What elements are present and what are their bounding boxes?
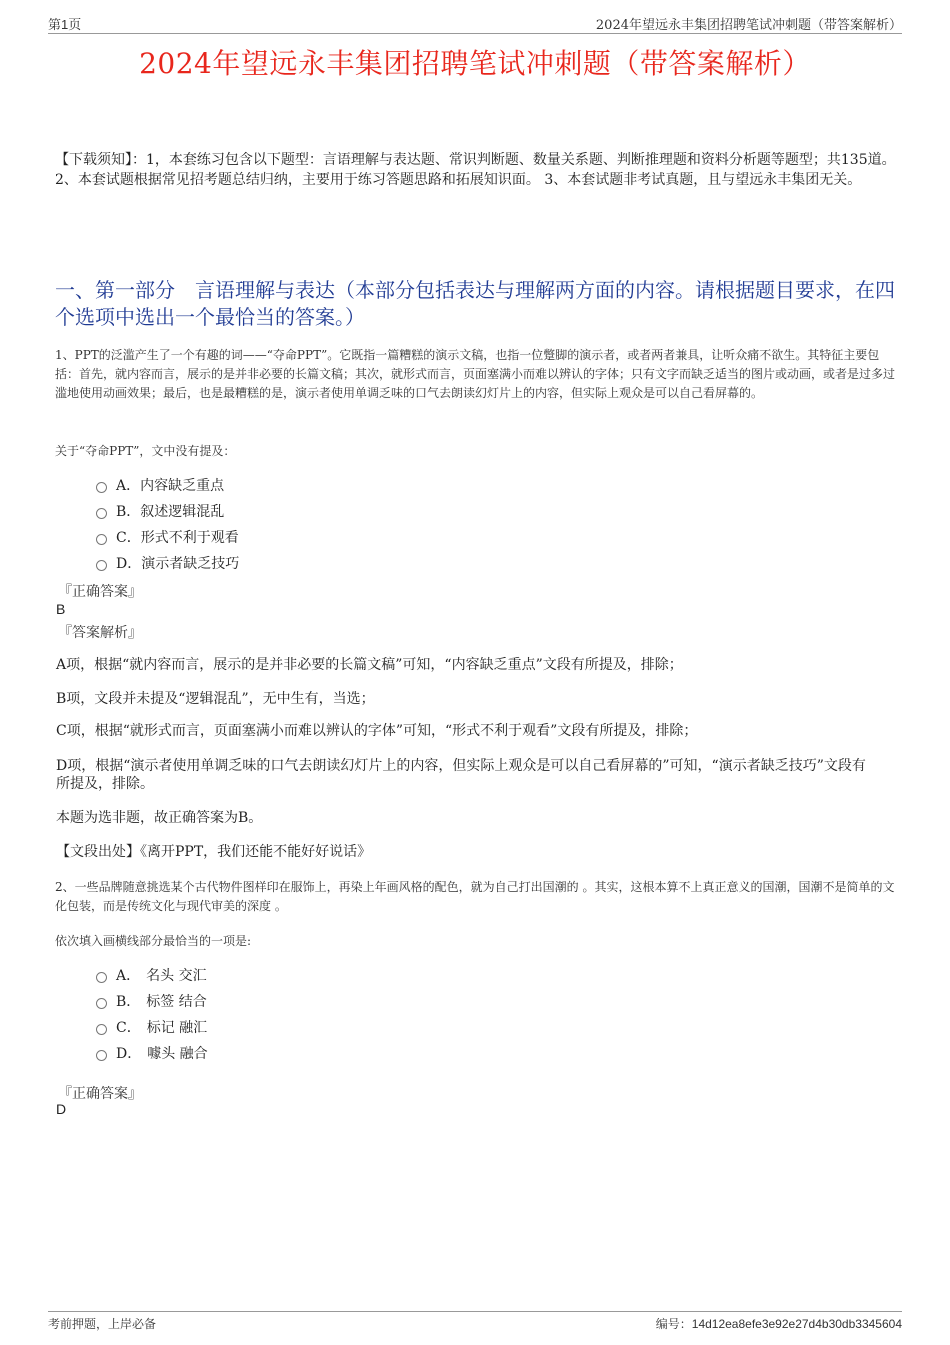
download-notice: 【下载须知】：1，本套练习包含以下题型：言语理解与表达题、常识判断题、数量关系题、判断推理题和资料分析题等题型；共135道。 2、本套试题根据常见招考题总结归纳，主要用于练习答题思路和拓展知识面。 3、本套试题非考试真题，且与望远永丰集团无关。: [55, 152, 896, 188]
header-doc-title: 2024年望远永丰集团招聘笔试冲刺题（带答案解析）: [595, 18, 902, 33]
q1-option-b[interactable]: [96, 498, 239, 524]
radio-icon[interactable]: [96, 482, 107, 493]
radio-icon[interactable]: [96, 998, 107, 1009]
q1-conclusion: 本题为选非题，故正确答案为B。: [56, 810, 263, 826]
option-text: 演示者缺乏技巧: [141, 556, 240, 572]
option-letter: D．: [116, 1046, 142, 1062]
q1-stem: 关于“夺命PPT”，文中没有提及：: [55, 444, 236, 458]
radio-icon[interactable]: [96, 972, 107, 983]
page-number: 第1页: [48, 17, 82, 32]
footer-code-value: 14d12ea8efe3e92e27d4b30db3345604: [691, 1317, 902, 1331]
option-text: 形式不利于观看: [140, 530, 239, 546]
q2-passage: 2、一些品牌随意挑选某个古代物件图样印在服饰上，再染上年画风格的配色，就为自己打出国潮的 。其实，这根本算不上真正意义的国潮，国潮不是简单的文化包装，而是传统文化与现代审美的深度 。: [55, 880, 895, 913]
q2-option-c[interactable]: [96, 1014, 208, 1040]
option-text: 内容缺乏重点: [140, 478, 225, 494]
option-text: 标记 融汇: [146, 1020, 208, 1036]
q1-answer-label: 『正确答案』: [58, 584, 142, 600]
q1-analysis-b: B项，文段并未提及“逻辑混乱”，无中生有，当选；: [56, 691, 375, 707]
radio-icon[interactable]: [96, 560, 107, 571]
q2-stem: 依次填入画横线部分最恰当的一项是:: [55, 934, 252, 948]
radio-icon[interactable]: [96, 508, 107, 519]
radio-icon[interactable]: [96, 534, 107, 545]
q2-answer-label: 『正确答案』: [58, 1086, 142, 1102]
footer-code-label: 编号：: [655, 1317, 692, 1331]
q1-options: [96, 472, 239, 576]
q1-analysis-label: 『答案解析』: [58, 625, 142, 641]
option-letter: B．: [116, 994, 141, 1010]
option-letter: A．: [116, 968, 141, 984]
option-letter: C．: [116, 1020, 141, 1036]
footer-slogan: 考前押题，上岸必备: [48, 1317, 157, 1331]
q2-option-b[interactable]: [96, 988, 208, 1014]
q1-option-a[interactable]: [96, 472, 239, 498]
q1-analysis-c: C项，根据“就形式而言，页面塞满小而难以辨认的字体”可知，“形式不利于观看”文段有所提及，排除；: [56, 723, 698, 739]
q1-option-c[interactable]: [96, 524, 239, 550]
option-text: 标签 结合: [146, 994, 207, 1010]
q2-option-d[interactable]: [96, 1040, 208, 1066]
footer-divider: [48, 1311, 902, 1312]
q2-answer: D: [56, 1101, 67, 1117]
header-divider: [48, 33, 902, 34]
q2-options: [96, 962, 208, 1066]
option-text: 噱头 融合: [147, 1046, 208, 1062]
q1-answer: B: [56, 601, 66, 617]
q1-analysis-d: D项，根据“演示者使用单调乏味的口气去朗读幻灯片上的内容，但实际上观众是可以自己看屏幕的”可知，“演示者缺乏技巧”文段有所提及，排除。: [56, 758, 866, 792]
section-title: 一、第一部分 言语理解与表达（本部分包括表达与理解两方面的内容。请根据题目要求，在四个选项中选出一个最恰当的答案。）: [55, 278, 895, 329]
radio-icon[interactable]: [96, 1024, 107, 1035]
page-title: 2024年望远永丰集团招聘笔试冲刺题（带答案解析）: [139, 47, 811, 80]
q1-source: 【文段出处】《离开PPT，我们还能不能好好说话》: [56, 844, 372, 860]
option-text: 叙述逻辑混乱: [140, 504, 225, 520]
option-text: 名头 交汇: [146, 968, 207, 984]
option-letter: D．: [116, 556, 142, 572]
q1-analysis-a: A项，根据“就内容而言，展示的是并非必要的长篇文稿”可知，“内容缺乏重点”文段有所提及，排除；: [56, 657, 683, 673]
q1-passage: 1、PPT的泛滥产生了一个有趣的词——“夺命PPT”。它既指一篇糟糕的演示文稿，也指一位蹩脚的演示者，或者两者兼具，让听众痛不欲生。其特征主要包括：首先，就内容而言，展示的是并非必要的长篇文稿；其次，就形式而言，页面塞满小而难以辨认的字体；只有文字而缺乏适当的图片或动画，或者是过多过滥地使用动画效果；最后，也是最糟糕的是，演示者使用单调乏味的口气去朗读幻灯片上的内容，但实际上观众是可以自己看屏幕的。: [55, 348, 896, 400]
footer-code: [656, 1315, 902, 1332]
radio-icon[interactable]: [96, 1050, 107, 1061]
q1-option-d[interactable]: [96, 550, 239, 576]
option-letter: C．: [116, 530, 141, 546]
q2-option-a[interactable]: [96, 962, 208, 988]
option-letter: B．: [116, 504, 141, 520]
option-letter: A．: [116, 478, 141, 494]
